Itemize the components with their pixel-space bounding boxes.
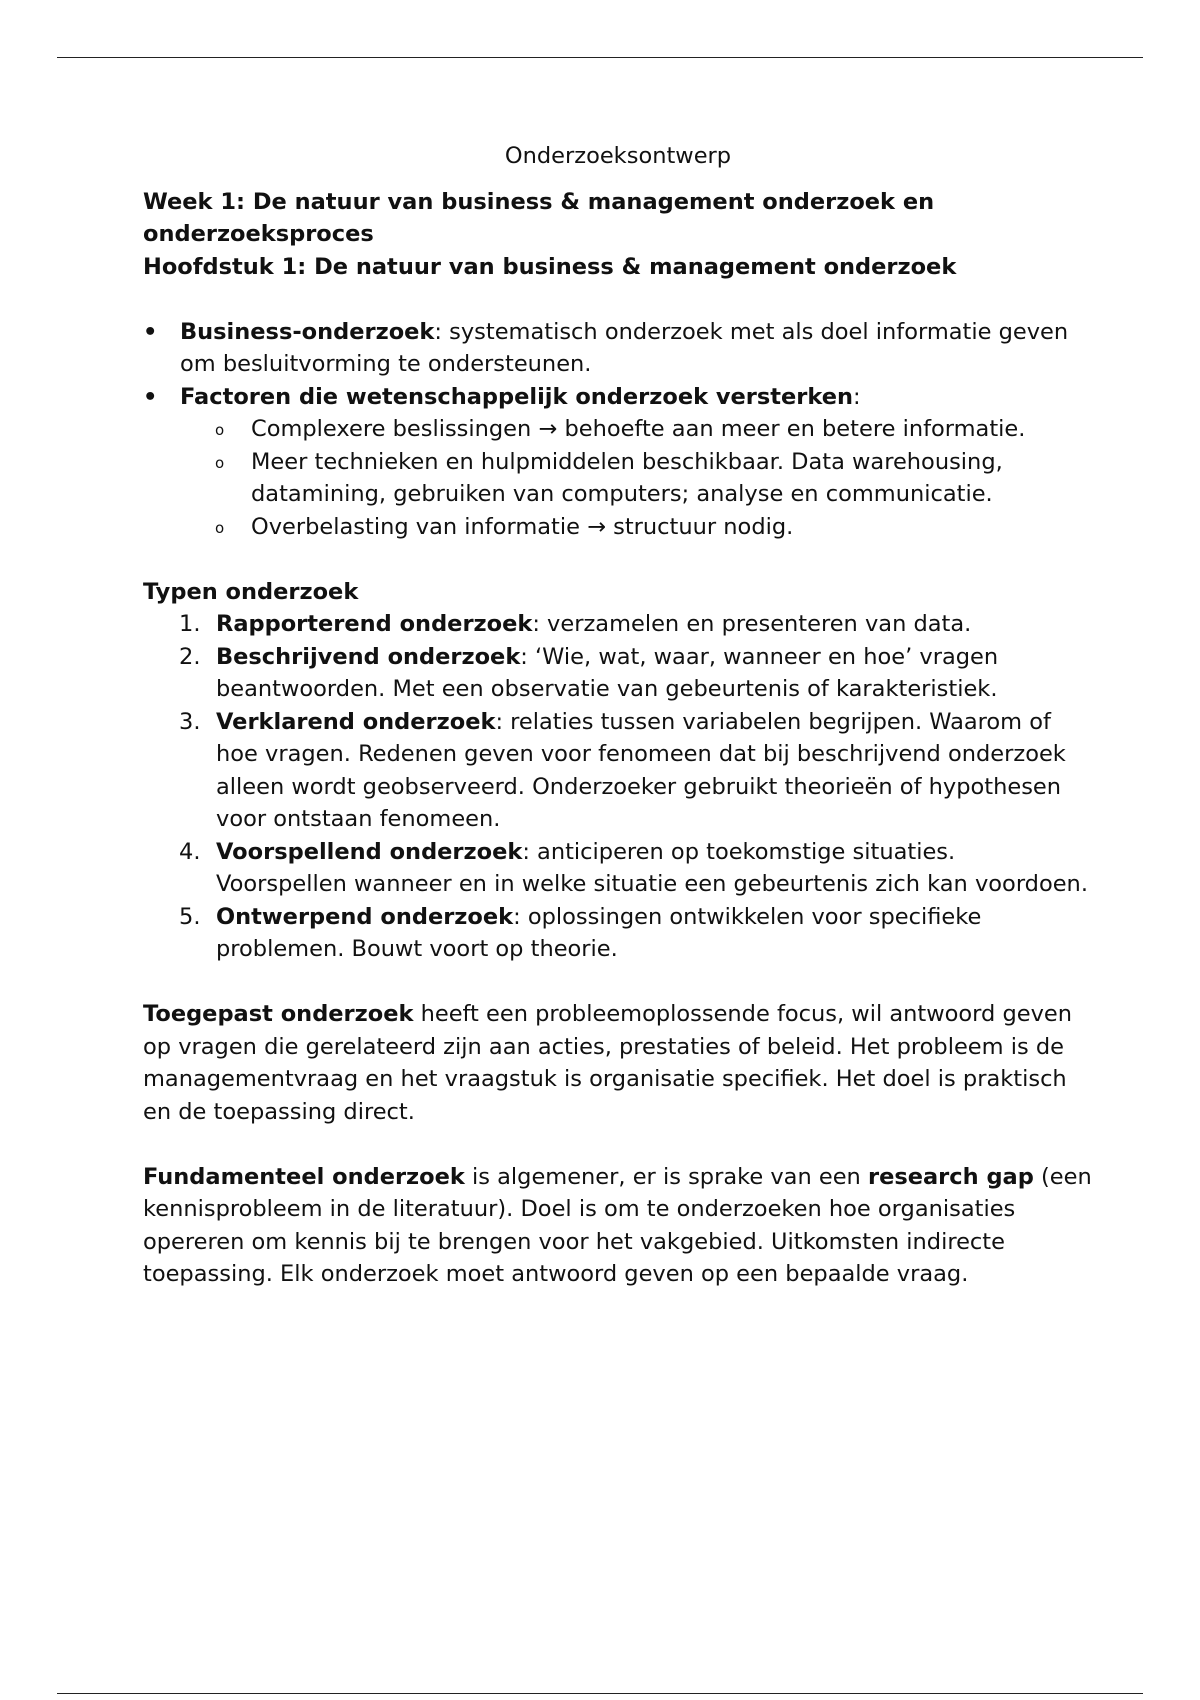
- sub-bullet-item: [143, 511, 1093, 544]
- type-term: Voorspellend onderzoek: [216, 838, 523, 865]
- week-heading: Week 1: De natuur van business & management onderzoek en onderzoeksproces: [143, 188, 935, 247]
- bullet-term: Business-onderzoek: [180, 318, 435, 345]
- bullet-marker: •: [143, 383, 158, 410]
- sub-bullet-item: [143, 446, 1093, 511]
- type-term: Beschrijvend onderzoek: [216, 643, 521, 670]
- applied-text: heeft een probleemoplossende focus, wil antwoord geven op vragen die gerelateerd zijn aan acties, prestaties of beleid. Het probleem is de managementvraag en het vraagstuk is organisatie specifiek. Het doel is praktisch en de toepassing direct.: [143, 1001, 1073, 1125]
- type-term: Verklarend onderzoek: [216, 708, 496, 735]
- bullet-term: Factoren die wetenschappelijk onderzoek versterken: [180, 383, 854, 410]
- type-item: [143, 608, 1093, 641]
- document-title: Onderzoeksontwerp: [504, 143, 732, 169]
- type-item: [143, 641, 1093, 706]
- type-item: [143, 901, 1093, 966]
- sub-bullet-marker: o: [215, 518, 225, 537]
- header-rule: [57, 57, 1143, 58]
- spacer: [143, 966, 1093, 999]
- fundamental-term: Fundamenteel onderzoek: [143, 1163, 465, 1190]
- bullet-list: [143, 316, 1093, 414]
- types-list: [143, 608, 1093, 966]
- spacer: [143, 543, 1093, 576]
- type-term: Ontwerpend onderzoek: [216, 903, 514, 930]
- type-text: : oplossingen ontwikkelen voor specifieke problemen. Bouwt voort op theorie.: [216, 903, 982, 962]
- sub-bullet-item: [143, 413, 1093, 446]
- type-number: 1.: [179, 611, 201, 637]
- type-number: 5.: [179, 903, 201, 930]
- type-number: 4.: [179, 838, 201, 865]
- type-text: : ‘Wie, wat, waar, wanneer en hoe’ vragen beantwoorden. Met een observatie van gebeurtenis of karakteristiek.: [216, 643, 999, 702]
- fundamental-text-1: is algemener, er is sprake van een: [464, 1163, 868, 1190]
- type-item: [143, 706, 1093, 836]
- bullet-marker: •: [143, 318, 158, 345]
- sub-bullet-text: Overbelasting van informatie → structuur nodig.: [251, 513, 794, 540]
- type-item: [143, 836, 1093, 901]
- footer-rule: [57, 1693, 1143, 1694]
- fundamental-research-paragraph: [143, 1161, 1093, 1291]
- spacer: [143, 1128, 1093, 1161]
- applied-research-paragraph: [143, 998, 1093, 1128]
- sub-bullet-list: [143, 413, 1093, 543]
- fundamental-text-2: (een kennisprobleem in de literatuur). Doel is om te onderzoeken hoe organisaties opereren om kennis bij te brengen voor het vakgebied. Uitkomsten indirecte toepassing. Elk onderzoek moet antwoord geven op een bepaalde vraag.: [143, 1163, 1092, 1287]
- type-text: : verzamelen en presenteren van data.: [532, 611, 972, 637]
- chapter-heading: Hoofdstuk 1: De natuur van business & management onderzoek: [143, 253, 957, 280]
- type-number: 3.: [179, 708, 201, 735]
- bullet-item-factors: [143, 381, 1093, 414]
- type-text: : anticiperen op toekomstige situaties. Voorspellen wanneer en in welke situatie een gebeurtenis zich kan voordoen.: [216, 838, 1088, 897]
- sub-bullet-marker: o: [215, 453, 225, 472]
- bullet-text: :: [853, 383, 861, 410]
- bullet-text: : systematisch onderzoek met als doel informatie geven om besluitvorming te ondersteunen.: [180, 318, 1069, 377]
- type-text: : relaties tussen variabelen begrijpen. Waarom of hoe vragen. Redenen geven voor fenomeen dat bij beschrijvend onderzoek alleen wordt geobserveerd. Onderzoeker gebruikt theorieën of hypothesen voor ontstaan fenomeen.: [216, 708, 1066, 832]
- research-gap-term: research gap: [867, 1163, 1034, 1190]
- sub-bullet-text: Complexere beslissingen → behoefte aan meer en betere informatie.: [251, 416, 1026, 442]
- type-term: Rapporterend onderzoek: [216, 611, 533, 637]
- bullet-item-business: [143, 316, 1093, 381]
- document-body: [143, 140, 1093, 1291]
- sub-bullet-marker: o: [215, 421, 225, 439]
- applied-term: Toegepast onderzoek: [143, 1001, 414, 1027]
- types-heading: Typen onderzoek: [143, 578, 359, 605]
- spacer: [143, 283, 1093, 316]
- sub-bullet-text: Meer technieken en hulpmiddelen beschikbaar. Data warehousing, datamining, gebruiken van computers; analyse en communicatie.: [251, 448, 1003, 507]
- type-number: 2.: [179, 643, 201, 670]
